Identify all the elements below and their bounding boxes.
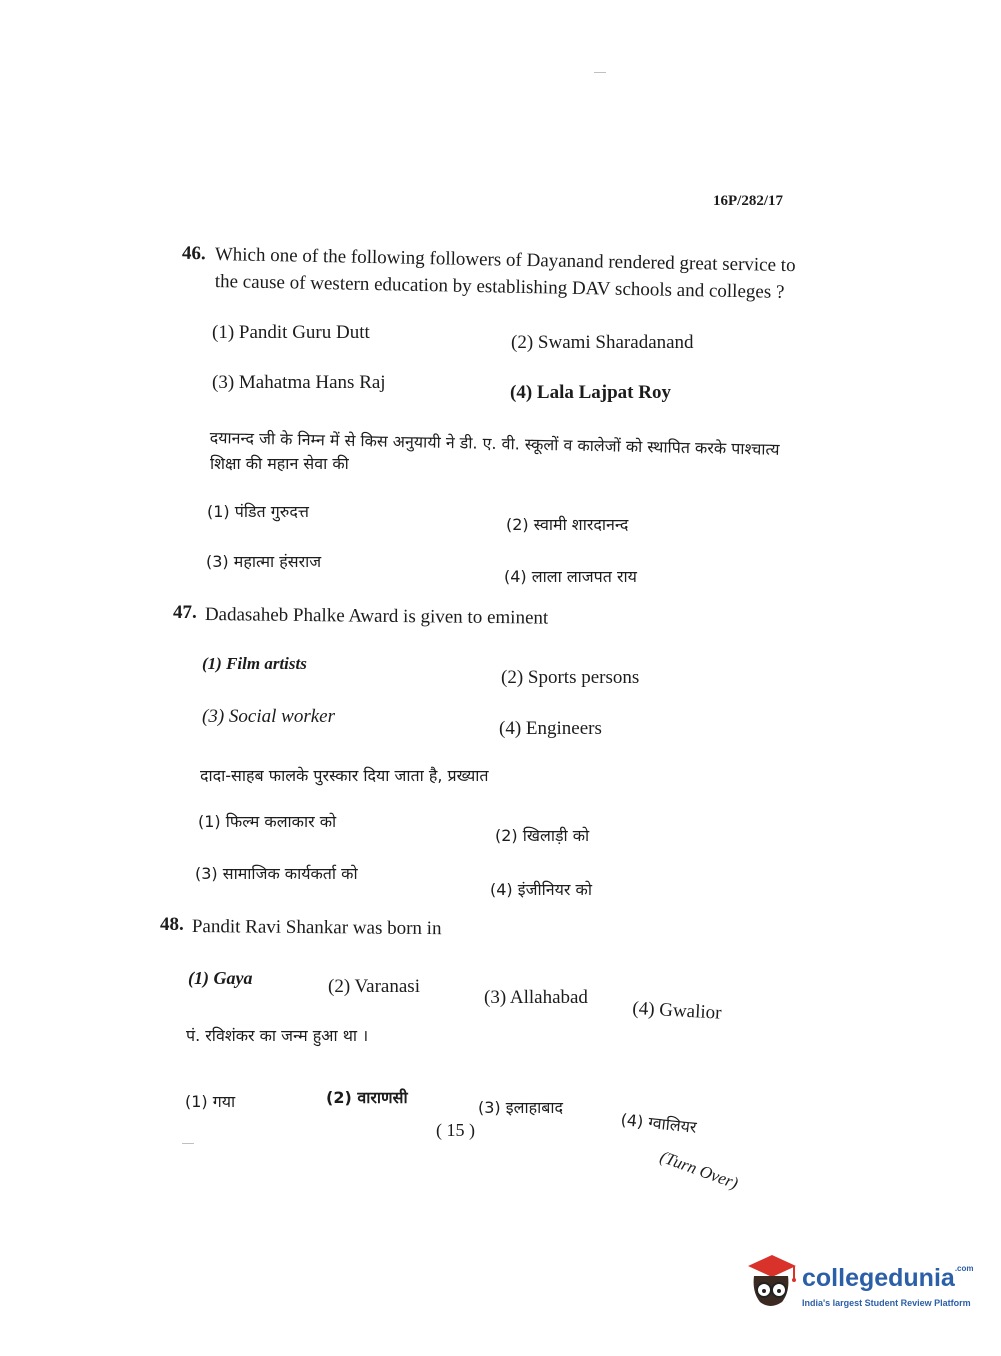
q48-hindi-option-1: (1) गया bbox=[185, 1092, 236, 1111]
q46-option-4: (4) Lala Lajpat Roy bbox=[510, 382, 671, 403]
question-48-text: Pandit Ravi Shankar was born in bbox=[191, 916, 442, 940]
q47-hindi-option-3: (3) सामाजिक कार्यकर्ता को bbox=[195, 864, 358, 883]
q46-option-3: (3) Mahatma Hans Raj bbox=[212, 372, 386, 393]
question-number-47: 47. bbox=[173, 602, 197, 623]
question-number-46: 46. bbox=[181, 242, 206, 265]
question-47-hindi: दादा-साहब फालके पुरस्कार दिया जाता है, प्रख्यात bbox=[200, 766, 489, 785]
q46-hindi-option-2: (2) स्वामी शारदानन्द bbox=[506, 515, 629, 534]
q46-hindi-option-1: (1) पंडित गुरुदत्त bbox=[207, 502, 309, 521]
q48-option-3: (3) Allahabad bbox=[484, 987, 588, 1008]
question-number-48: 48. bbox=[160, 914, 184, 935]
q47-hindi-option-2: (2) खिलाड़ी को bbox=[495, 826, 590, 845]
q47-option-3: (3) Social worker bbox=[202, 706, 335, 727]
logo-wordmark bbox=[802, 1264, 973, 1293]
question-46-text-line2: the cause of western education by establishing DAV schools and colleges ? bbox=[214, 271, 785, 303]
q47-option-1: (1) Film artists bbox=[202, 654, 307, 673]
logo-name: collegedunia bbox=[802, 1264, 955, 1292]
page-number: ( 15 ) bbox=[436, 1120, 475, 1140]
q46-hindi-option-3: (3) महात्मा हंसराज bbox=[206, 552, 322, 571]
q48-option-2: (2) Varanasi bbox=[328, 976, 420, 997]
question-46-hindi-line1: दयानन्द जी के निम्न में से किस अनुयायी ने डी. ए. वी. स्कूलों व कालेजों को स्थापित करके पाश्चात्य bbox=[209, 427, 780, 459]
q48-hindi-option-4: (4) ग्वालियर bbox=[619, 1109, 698, 1137]
turn-over-note: (Turn Over) bbox=[657, 1147, 741, 1193]
question-46-text-line1: Which one of the following followers of Dayanand rendered great service to bbox=[214, 244, 796, 277]
q47-option-4: (4) Engineers bbox=[499, 718, 602, 739]
q46-option-1: (1) Pandit Guru Dutt bbox=[212, 322, 370, 343]
q46-hindi-option-4: (4) लाला लाजपत राय bbox=[504, 567, 637, 586]
scan-mark bbox=[594, 72, 606, 73]
q48-hindi-option-2: (2) वाराणसी bbox=[326, 1088, 408, 1107]
question-47-text: Dadasaheb Phalke Award is given to eminent bbox=[204, 604, 549, 629]
question-48-hindi: पं. रविशंकर का जन्म हुआ था । bbox=[186, 1026, 369, 1045]
scan-mark bbox=[182, 1143, 194, 1144]
q48-option-1: (1) Gaya bbox=[188, 968, 253, 988]
paper-code: 16P/282/17 bbox=[713, 193, 783, 209]
q47-option-2: (2) Sports persons bbox=[501, 667, 640, 688]
question-46-hindi-line2: शिक्षा की महान सेवा की bbox=[210, 454, 349, 473]
logo-suffix: .com bbox=[954, 1264, 974, 1273]
collegedunia-logo bbox=[742, 1252, 974, 1318]
q48-hindi-option-3: (3) इलाहाबाद bbox=[478, 1098, 564, 1117]
q46-option-2: (2) Swami Sharadanand bbox=[511, 332, 694, 353]
mascot-icon bbox=[742, 1252, 800, 1312]
q47-hindi-option-1: (1) फिल्म कलाकार को bbox=[198, 812, 337, 831]
q48-option-4: (4) Gwalior bbox=[631, 998, 723, 1024]
q47-hindi-option-4: (4) इंजीनियर को bbox=[490, 880, 592, 899]
logo-tagline: India's largest Student Review Platform bbox=[802, 1298, 971, 1308]
